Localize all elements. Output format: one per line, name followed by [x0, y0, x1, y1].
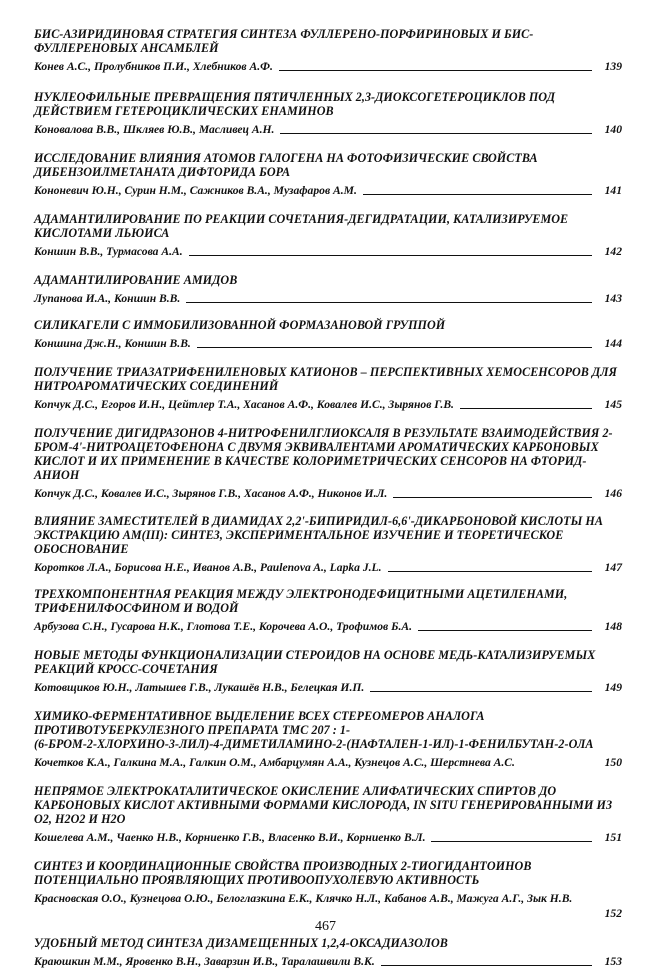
- leader-line: [460, 408, 592, 409]
- entry-page-number: 141: [604, 184, 622, 197]
- entry-authors-line: [34, 892, 622, 906]
- entry-authors-line: [34, 337, 622, 351]
- leader-line: [363, 194, 592, 195]
- entry-title: БИС-АЗИРИДИНОВАЯ СТРАТЕГИЯ СИНТЕЗА ФУЛЛЕРЕНО-ПОРФИРИНОВЫХ И БИС- ФУЛЛЕРЕНОВЫХ АНСАМБЛЕЙ: [34, 27, 534, 55]
- entry-authors: Кононевич Ю.Н., Сурин Н.М., Сажников В.А., Музафаров А.М.: [34, 184, 357, 197]
- toc-entry: [34, 212, 622, 259]
- entry-page-number: 149: [604, 681, 622, 694]
- entry-title: ПОЛУЧЕНИЕ ТРИАЗАТРИФЕНИЛЕНОВЫХ КАТИОНОВ – ПЕРСПЕКТИВНЫХ ХЕМОСЕНСОРОВ ДЛЯ НИТРОАРОМАТИЧЕСКИХ СОЕДИНЕНИЙ: [34, 365, 617, 393]
- entry-title: НЕПРЯМОЕ ЭЛЕКТРОКАТАЛИТИЧЕСКОЕ ОКИСЛЕНИЕ АЛИФАТИЧЕСКИХ СПИРТОВ ДО КАРБОНОВЫХ КИСЛОТ АКТИВНЫМИ ФОРМАМИ КИСЛОРОДА, IN SITU ГЕНЕРИРОВАННЫМИ ИЗ O2, H2O2 И H2O: [34, 784, 613, 826]
- entry-page-number: 153: [604, 955, 622, 968]
- entry-title: АДАМАНТИЛИРОВАНИЕ АМИДОВ: [34, 273, 238, 287]
- toc-entry: [34, 365, 622, 412]
- entry-authors-line: [34, 245, 622, 259]
- entry-title: УДОБНЫЙ МЕТОД СИНТЕЗА ДИЗАМЕЩЕННЫХ 1,2,4-ОКСАДИАЗОЛОВ: [34, 936, 448, 950]
- entry-page-number: 147: [604, 561, 622, 574]
- entry-authors: Кошелева А.М., Чаенко Н.В., Корниенко Г.В., Власенко В.И., Корниенко В.Л.: [34, 831, 426, 844]
- leader-line: [393, 497, 592, 498]
- leader-line: [280, 133, 592, 134]
- toc-entry: [34, 426, 622, 501]
- entry-title: СИЛИКАГЕЛИ С ИММОБИЛИЗОВАННОЙ ФОРМАЗАНОВОЙ ГРУППОЙ: [34, 318, 446, 332]
- toc-entry: [34, 151, 622, 198]
- leader-line: [279, 70, 592, 71]
- entry-page-number: 140: [604, 123, 622, 136]
- leader-line: [418, 630, 592, 631]
- entry-authors: Коншина Дж.Н., Коншин В.В.: [34, 337, 191, 350]
- entry-authors: Краюшкин М.М., Яровенко В.Н., Заварзин И.В., Таралашвили В.К.: [34, 955, 375, 968]
- entry-authors: Коновалова В.В., Шкляев Ю.В., Масливец А.Н.: [34, 123, 275, 136]
- entry-authors-line: [34, 831, 622, 845]
- entry-page-number: 148: [604, 620, 622, 633]
- entry-authors: Котовщиков Ю.Н., Латышев Г.В., Лукашёв Н.В., Белецкая И.П.: [34, 681, 365, 694]
- entry-authors-line: [34, 756, 622, 770]
- entry-authors: Копчук Д.С., Ковалев И.С., Зырянов Г.В., Хасанов А.Ф., Никонов И.Л.: [34, 487, 388, 500]
- entry-authors: Копчук Д.С., Егоров И.Н., Цейтлер Т.А., Хасанов А.Ф., Ковалев И.С., Зырянов Г.В.: [34, 398, 454, 411]
- entry-page-number: 143: [604, 292, 622, 305]
- leader-line: [388, 571, 592, 572]
- entry-authors: Коротков Л.А., Борисова Н.Е., Иванов А.В., Paulenova A., Lapka J.L.: [34, 561, 382, 574]
- entry-page-number: 145: [604, 398, 622, 411]
- toc-entry: [34, 936, 622, 969]
- toc-entry: [34, 273, 622, 306]
- entry-title: НУКЛЕОФИЛЬНЫЕ ПРЕВРАЩЕНИЯ ПЯТИЧЛЕННЫХ 2,3-ДИОКСОГЕТЕРОЦИКЛОВ ПОД ДЕЙСТВИЕМ ГЕТЕРОЦИКЛИЧЕСКИХ ЕНАМИНОВ: [34, 90, 556, 118]
- entry-authors-line: [34, 184, 622, 198]
- entry-page-number: 152: [604, 907, 622, 920]
- entry-page-number: 150: [604, 756, 622, 769]
- entry-title: ТРЕХКОМПОНЕНТНАЯ РЕАКЦИЯ МЕЖДУ ЭЛЕКТРОНОДЕФИЦИТНЫМИ АЦЕТИЛЕНАМИ, ТРИФЕНИЛФОСФИНОМ И ВОДОЙ: [34, 587, 568, 615]
- entry-authors-line: [34, 561, 622, 575]
- leader-line: [197, 347, 592, 348]
- entry-authors: Конев А.С., Пролубников П.И., Хлебников А.Ф.: [34, 60, 273, 73]
- toc-entry: [34, 784, 622, 845]
- entry-authors: Коншин В.В., Турмасова А.А.: [34, 245, 183, 258]
- entry-authors-line: [34, 681, 622, 695]
- page-number: 467: [315, 919, 336, 934]
- entry-title: АДАМАНТИЛИРОВАНИЕ ПО РЕАКЦИИ СОЧЕТАНИЯ-ДЕГИДРАТАЦИИ, КАТАЛИЗИРУЕМОЕ КИСЛОТАМИ ЛЬЮИСА: [34, 212, 569, 240]
- entry-authors-line: [34, 398, 622, 412]
- entry-authors: Красновская О.О., Кузнецова О.Ю., Белоглазкина Е.К., Клячко Н.Л., Кабанов А.В., Мажуга А.Г., Зык Н.В.: [34, 892, 573, 905]
- entry-title: ИССЛЕДОВАНИЕ ВЛИЯНИЯ АТОМОВ ГАЛОГЕНА НА ФОТОФИЗИЧЕСКИЕ СВОЙСТВА ДИБЕНЗОИЛМЕТАНАТА ДИФТОРИДА БОРА: [34, 151, 538, 179]
- toc-entry: [34, 514, 622, 575]
- leader-line: [381, 965, 592, 966]
- toc-entry: [34, 587, 622, 634]
- toc-entry: [34, 859, 622, 920]
- entry-title: ХИМИКО-ФЕРМЕНТАТИВНОЕ ВЫДЕЛЕНИЕ ВСЕХ СТЕРЕОМЕРОВ АНАЛОГА ПРОТИВОТУБЕРКУЛЕЗНОГО ПРЕПАРАТА ТМС 207 : 1- (6-БРОМ-2-ХЛОРХИНО-3-ЛИЛ)-4-ДИМЕТИЛАМИНО-2-(НАФТАЛЕН-1-ИЛ)-1-ФЕНИЛБУТАН-2-ОЛА: [34, 709, 594, 751]
- leader-line: [370, 691, 592, 692]
- entry-page-number: 151: [604, 831, 622, 844]
- toc-entry: [34, 648, 622, 695]
- toc-entry: [34, 318, 622, 351]
- toc-entry: [34, 90, 622, 137]
- entry-authors: Арбузова С.Н., Гусарова Н.К., Глотова Т.Е., Корочева А.О., Трофимов Б.А.: [34, 620, 412, 633]
- entry-page-number: 144: [604, 337, 622, 350]
- toc-entry: [34, 27, 622, 74]
- toc-entry: [34, 709, 622, 770]
- entry-authors-line: [34, 620, 622, 634]
- leader-line: [431, 841, 592, 842]
- entry-page-number: 142: [604, 245, 622, 258]
- entry-title: ПОЛУЧЕНИЕ ДИГИДРАЗОНОВ 4-НИТРОФЕНИЛГЛИОКСАЛЯ В РЕЗУЛЬТАТЕ ВЗАИМОДЕЙСТВИЯ 2- БРОМ-4'-НИТРОАЦЕТОФЕНОНА С ДВУМЯ ЭКВИВАЛЕНТАМИ АРОМАТИЧЕСКИХ КАРБОНОВЫХ КИСЛОТ И ИХ ПРИМЕНЕНИЕ В КАЧЕСТВЕ КОЛОРИМЕТРИЧЕСКИХ СЕНСОРОВ НА ФТОРИД- АНИОН: [34, 426, 613, 482]
- entry-authors-line: [34, 292, 622, 306]
- entry-authors-line: [34, 123, 622, 137]
- entry-authors: Лупанова И.А., Коншин В.В.: [34, 292, 181, 305]
- leader-line: [189, 255, 592, 256]
- leader-line: [186, 302, 592, 303]
- entry-title: СИНТЕЗ И КООРДИНАЦИОННЫЕ СВОЙСТВА ПРОИЗВОДНЫХ 2-ТИОГИДАНТОИНОВ ПОТЕНЦИАЛЬНО ПРОЯВЛЯЮЩИХ ПРОТИВООПУХОЛЕВУЮ АКТИВНОСТЬ: [34, 859, 532, 887]
- entry-authors-line: [34, 955, 622, 969]
- entry-authors: Кочетков К.А., Галкина М.А., Галкин О.М., Амбарцумян А.А., Кузнецов А.С., Шерстнева А.С.: [34, 756, 515, 769]
- entry-page-number: 139: [604, 60, 622, 73]
- entry-page-number: 146: [604, 487, 622, 500]
- entry-title: НОВЫЕ МЕТОДЫ ФУНКЦИОНАЛИЗАЦИИ СТЕРОИДОВ НА ОСНОВЕ МЕДЬ-КАТАЛИЗИРУЕМЫХ РЕАКЦИЙ КРОСС-СОЧЕТАНИЯ: [34, 648, 596, 676]
- entry-authors-line: [34, 487, 622, 501]
- table-of-contents: [34, 27, 622, 969]
- entry-title: ВЛИЯНИЕ ЗАМЕСТИТЕЛЕЙ В ДИАМИДАХ 2,2'-БИПИРИДИЛ-6,6'-ДИКАРБОНОВОЙ КИСЛОТЫ НА ЭКСТРАКЦИЮ АМ(III): СИНТЕЗ, ЭКСПЕРИМЕНТАЛЬНОЕ ИЗУЧЕНИЕ И ТЕОРЕТИЧЕСКОЕ ОБОСНОВАНИЕ: [34, 514, 604, 556]
- entry-authors-line: [34, 60, 622, 74]
